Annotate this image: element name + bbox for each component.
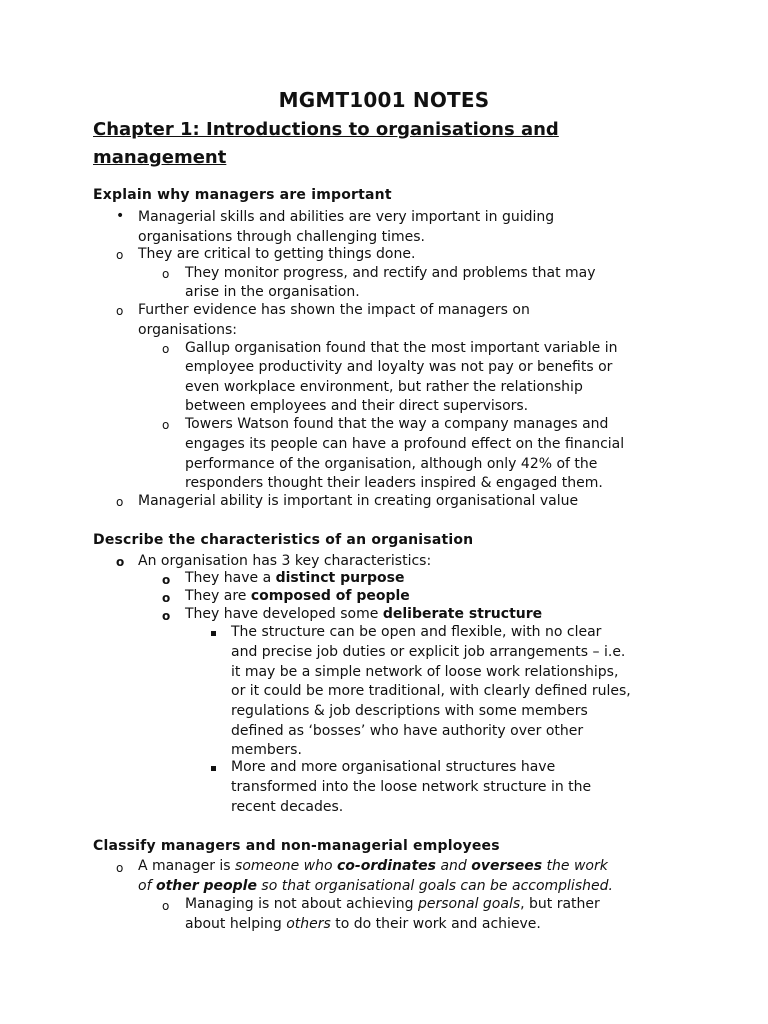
section-heading-organisation-characteristics: Describe the characteristics of an organisation — [93, 532, 474, 548]
bullet-circle: o — [162, 267, 170, 281]
text-run-italic: the work — [542, 858, 608, 874]
text-line: recent decades. — [231, 799, 344, 815]
bullet-circle: o — [116, 248, 124, 262]
text-line — [185, 895, 600, 915]
characteristic-item — [185, 569, 404, 589]
text-run: Managing is not about achieving — [185, 896, 418, 912]
chapter-heading-line: management — [93, 147, 227, 168]
text-line: More and more organisational structures have — [231, 759, 556, 775]
text-line: members. — [231, 742, 302, 758]
text-run: They have developed some — [185, 606, 383, 622]
bullet-circle: o — [162, 573, 171, 587]
text-line — [138, 857, 608, 877]
text-run-italic: so that organisational goals can be accomplished. — [256, 878, 613, 894]
text-line: it may be a simple network of loose work relationships, — [231, 664, 619, 680]
text-line: and precise job duties or explicit job arrangements – i.e. — [231, 644, 626, 660]
text-run-bold: deliberate structure — [382, 606, 543, 622]
text-line: organisations: — [138, 322, 238, 338]
text-run: They are — [185, 588, 251, 604]
characteristic-item — [185, 605, 542, 625]
text-run-italic: and — [436, 858, 472, 874]
text-run: to do their work and achieve. — [330, 916, 541, 932]
document-title: MGMT1001 NOTES — [278, 88, 490, 112]
text-line: engages its people can have a profound effect on the financial — [185, 436, 625, 452]
text-line: between employees and their direct supervisors. — [185, 398, 529, 414]
bullet-circle: o — [162, 609, 171, 623]
bullet-circle: o — [162, 418, 170, 432]
text-line: They monitor progress, and rectify and problems that may — [185, 265, 596, 281]
text-line: Towers Watson found that the way a company manages and — [185, 416, 609, 432]
text-run-italic: others — [286, 916, 331, 932]
section-heading-managers-important: Explain why managers are important — [93, 187, 392, 203]
text-line: Gallup organisation found that the most important variable in — [185, 340, 618, 356]
text-run: about helping — [185, 916, 287, 932]
characteristic-item — [185, 587, 410, 607]
text-run: , but rather — [520, 896, 600, 912]
text-run: They have a — [185, 570, 276, 586]
chapter-heading-line: Chapter 1: Introductions to organisations and — [93, 119, 559, 140]
text-line: arise in the organisation. — [185, 284, 360, 300]
text-line: responders thought their leaders inspired & engaged them. — [185, 475, 603, 491]
text-run-bold: composed of people — [250, 588, 410, 604]
bullet-circle: o — [162, 342, 170, 356]
text-line: organisations through challenging times. — [138, 229, 425, 245]
text-line: performance of the organisation, although only 42% of the — [185, 456, 598, 472]
bullet-circle: o — [116, 555, 125, 569]
section-heading-classify-managers: Classify managers and non-managerial employees — [93, 838, 500, 854]
bullet-square — [211, 766, 216, 771]
text-run-italic: personal goals — [418, 896, 521, 912]
text-line: Further evidence has shown the impact of managers on — [138, 302, 530, 318]
bullet-circle: o — [116, 861, 124, 875]
bullet-square — [211, 631, 216, 636]
text-line — [138, 877, 613, 897]
text-run-bold-italic: other people — [155, 878, 257, 894]
bullet-circle: o — [162, 899, 170, 913]
text-run: A manager is — [138, 858, 236, 874]
bullet-circle: o — [162, 591, 171, 605]
text-line: defined as ‘bosses’ who have authority over other — [231, 723, 584, 739]
text-line: Managerial skills and abilities are very important in guiding — [138, 209, 555, 225]
bullet-circle: o — [116, 495, 124, 509]
text-run-bold: distinct purpose — [275, 570, 405, 586]
text-line: An organisation has 3 key characteristics: — [138, 553, 432, 569]
text-line: regulations & job descriptions with some members — [231, 703, 588, 719]
text-line: employee productivity and loyalty was not pay or benefits or — [185, 359, 613, 375]
text-line: even workplace environment, but rather the relationship — [185, 379, 583, 395]
text-run-bold-italic: co-ordinates — [337, 858, 437, 874]
bullet-disc: • — [116, 208, 125, 224]
text-run-italic: of — [138, 878, 156, 894]
text-run-italic: someone who — [235, 858, 337, 874]
text-line: They are critical to getting things done. — [138, 246, 416, 262]
bullet-circle: o — [116, 304, 124, 318]
text-line: The structure can be open and flexible, with no clear — [231, 624, 602, 640]
text-run-bold-italic: oversees — [471, 858, 543, 874]
text-line: or it could be more traditional, with clearly defined rules, — [231, 683, 631, 699]
text-line: Managerial ability is important in creating organisational value — [138, 493, 579, 509]
text-line: transformed into the loose network structure in the — [231, 779, 592, 795]
text-line — [185, 915, 541, 935]
chapter-heading — [93, 116, 693, 172]
